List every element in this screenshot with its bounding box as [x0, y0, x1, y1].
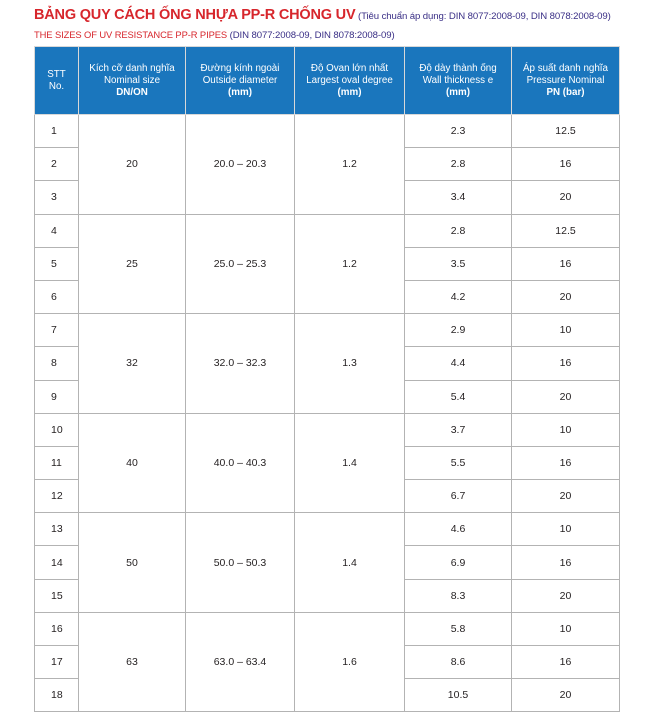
- cell-wall-thickness: 3.4: [405, 181, 512, 214]
- cell-stt: 2: [35, 148, 79, 181]
- cell-stt: 12: [35, 480, 79, 513]
- table-row: [35, 413, 620, 446]
- cell-pressure-nominal: 20: [512, 280, 620, 313]
- cell-nominal-size: 20: [79, 115, 186, 215]
- cell-oval-degree: 1.2: [295, 115, 405, 215]
- cell-stt: 15: [35, 579, 79, 612]
- cell-oval-degree: 1.6: [295, 612, 405, 712]
- cell-stt: 1: [35, 115, 79, 148]
- cell-pressure-nominal: 20: [512, 480, 620, 513]
- cell-stt: 5: [35, 247, 79, 280]
- table-body: [35, 115, 620, 712]
- header-outside-diameter-vn: Đường kính ngoài: [200, 62, 280, 74]
- cell-pressure-nominal: 16: [512, 446, 620, 479]
- cell-outside-diameter: 20.0 – 20.3: [186, 115, 295, 215]
- header-stt-en: No.: [48, 80, 65, 92]
- cell-oval-degree: 1.4: [295, 513, 405, 613]
- cell-outside-diameter: 25.0 – 25.3: [186, 214, 295, 314]
- page-title: BẢNG QUY CÁCH ỐNG NHỰA PP-R CHỐNG UV: [34, 7, 356, 23]
- header-nominal-size-en: Nominal size: [103, 74, 161, 86]
- cell-stt: 10: [35, 413, 79, 446]
- cell-wall-thickness: 3.5: [405, 247, 512, 280]
- cell-pressure-nominal: 20: [512, 679, 620, 712]
- page-subtitle: THE SIZES OF UV RESISTANCE PP-R PIPES: [34, 29, 228, 40]
- header-outside-diameter-en: Outside diameter: [202, 74, 278, 86]
- cell-pressure-nominal: 12.5: [512, 115, 620, 148]
- cell-outside-diameter: 32.0 – 32.3: [186, 314, 295, 414]
- title-line-en: [34, 27, 656, 43]
- cell-nominal-size: 32: [79, 314, 186, 414]
- table-header-row: [35, 47, 620, 115]
- cell-nominal-size: 63: [79, 612, 186, 712]
- header-stt-vn: STT: [47, 68, 66, 80]
- cell-pressure-nominal: 16: [512, 546, 620, 579]
- cell-stt: 6: [35, 280, 79, 313]
- cell-stt: 17: [35, 646, 79, 679]
- table-row: [35, 314, 620, 347]
- cell-pressure-nominal: 10: [512, 314, 620, 347]
- header-wall-thickness-vn: Độ dày thành ống: [419, 62, 497, 74]
- cell-wall-thickness: 4.2: [405, 280, 512, 313]
- subtitle-standard-note: (DIN 8077:2008-09, DIN 8078:2008-09): [227, 30, 395, 41]
- cell-wall-thickness: 4.4: [405, 347, 512, 380]
- cell-nominal-size: 25: [79, 214, 186, 314]
- header-oval-degree-unit: (mm): [337, 86, 362, 98]
- pipe-spec-table: [34, 46, 620, 712]
- cell-wall-thickness: 5.8: [405, 612, 512, 645]
- cell-pressure-nominal: 16: [512, 347, 620, 380]
- cell-pressure-nominal: 16: [512, 148, 620, 181]
- cell-wall-thickness: 2.8: [405, 214, 512, 247]
- cell-wall-thickness: 2.8: [405, 148, 512, 181]
- cell-stt: 7: [35, 314, 79, 347]
- cell-wall-thickness: 2.3: [405, 115, 512, 148]
- cell-wall-thickness: 3.7: [405, 413, 512, 446]
- cell-wall-thickness: 5.5: [405, 446, 512, 479]
- table-row: [35, 612, 620, 645]
- cell-pressure-nominal: 16: [512, 646, 620, 679]
- header-wall-thickness-en: Wall thickness e: [422, 74, 494, 86]
- cell-wall-thickness: 8.3: [405, 579, 512, 612]
- header-outside-diameter-unit: (mm): [228, 86, 252, 98]
- header-oval-degree-en: Largest oval degree: [306, 74, 393, 86]
- header-stt: [35, 47, 79, 115]
- table-row: [35, 115, 620, 148]
- header-nominal-size: [79, 47, 186, 115]
- cell-pressure-nominal: 20: [512, 380, 620, 413]
- cell-wall-thickness: 10.5: [405, 679, 512, 712]
- cell-stt: 9: [35, 380, 79, 413]
- cell-stt: 4: [35, 214, 79, 247]
- cell-stt: 3: [35, 181, 79, 214]
- title-block: [34, 6, 656, 43]
- cell-wall-thickness: 8.6: [405, 646, 512, 679]
- cell-stt: 14: [35, 546, 79, 579]
- cell-pressure-nominal: 10: [512, 513, 620, 546]
- cell-wall-thickness: 4.6: [405, 513, 512, 546]
- cell-outside-diameter: 50.0 – 50.3: [186, 513, 295, 613]
- cell-oval-degree: 1.4: [295, 413, 405, 513]
- cell-nominal-size: 40: [79, 413, 186, 513]
- header-wall-thickness: [405, 47, 512, 115]
- cell-pressure-nominal: 20: [512, 579, 620, 612]
- cell-wall-thickness: 5.4: [405, 380, 512, 413]
- cell-stt: 16: [35, 612, 79, 645]
- cell-wall-thickness: 2.9: [405, 314, 512, 347]
- header-pressure-nominal-unit: PN (bar): [546, 86, 585, 98]
- cell-pressure-nominal: 10: [512, 612, 620, 645]
- header-wall-thickness-unit: (mm): [446, 86, 470, 98]
- header-oval-degree-vn: Độ Ovan lớn nhất: [310, 62, 389, 74]
- cell-pressure-nominal: 12.5: [512, 214, 620, 247]
- cell-oval-degree: 1.2: [295, 214, 405, 314]
- table-row: [35, 214, 620, 247]
- header-oval-degree: [295, 47, 405, 115]
- cell-stt: 8: [35, 347, 79, 380]
- cell-pressure-nominal: 20: [512, 181, 620, 214]
- cell-outside-diameter: 40.0 – 40.3: [186, 413, 295, 513]
- header-nominal-size-vn: Kích cỡ danh nghĩa: [89, 62, 175, 74]
- cell-pressure-nominal: 16: [512, 247, 620, 280]
- header-pressure-nominal-vn: Áp suất danh nghĩa: [523, 62, 608, 74]
- cell-stt: 18: [35, 679, 79, 712]
- cell-nominal-size: 50: [79, 513, 186, 613]
- cell-pressure-nominal: 10: [512, 413, 620, 446]
- header-outside-diameter: [186, 47, 295, 115]
- cell-outside-diameter: 63.0 – 63.4: [186, 612, 295, 712]
- cell-oval-degree: 1.3: [295, 314, 405, 414]
- cell-wall-thickness: 6.9: [405, 546, 512, 579]
- title-standard-note: (Tiêu chuẩn áp dụng: DIN 8077:2008-09, DIN 8078:2008-09): [355, 11, 611, 22]
- cell-wall-thickness: 6.7: [405, 480, 512, 513]
- cell-stt: 13: [35, 513, 79, 546]
- title-line-vi: [34, 6, 656, 25]
- table-row: [35, 513, 620, 546]
- cell-stt: 11: [35, 446, 79, 479]
- header-pressure-nominal-en: Pressure Nominal: [526, 74, 605, 86]
- header-pressure-nominal: [512, 47, 620, 115]
- header-nominal-size-unit: DN/ON: [116, 86, 148, 98]
